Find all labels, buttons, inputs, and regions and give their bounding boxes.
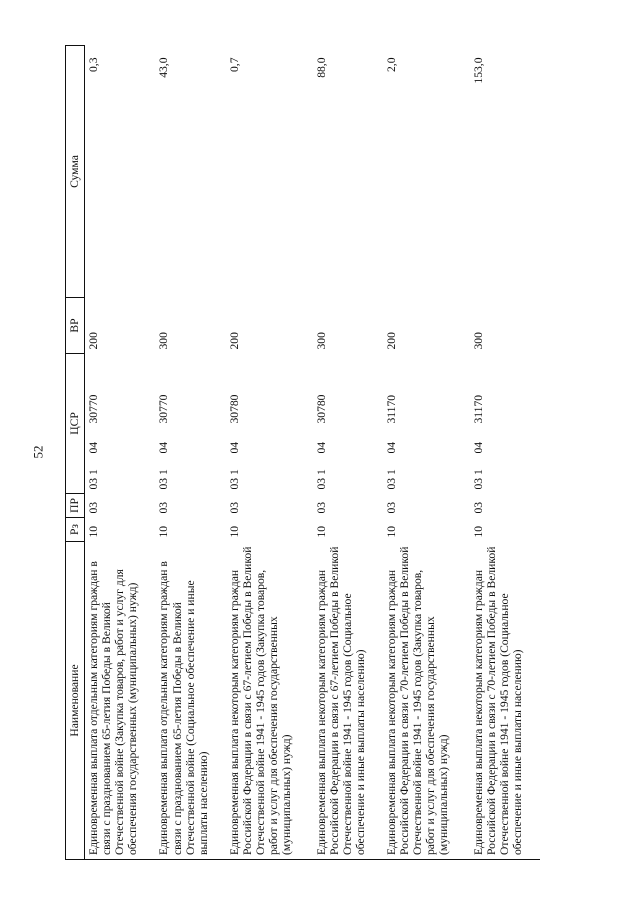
table-row bbox=[226, 46, 313, 860]
row-sum: 2,0 bbox=[384, 57, 398, 72]
table-row bbox=[313, 46, 383, 860]
rotated-budget-table bbox=[65, 46, 540, 860]
table-header-row bbox=[66, 46, 85, 860]
row-sum: 153,0 bbox=[471, 57, 485, 84]
row-pr: 03 bbox=[471, 501, 485, 514]
row-csr-subprogram: 04 bbox=[157, 441, 171, 454]
row-csr-subprogram: 04 bbox=[384, 441, 398, 454]
row-name: Единовременная выплата отдельным категориям граждан в связи с празднованием 65-летия Победы в Великой Отечественной войне (Закупка товаров, работ и услуг для обеспечения государственных (муниципальных) нужд) bbox=[85, 542, 156, 860]
row-csr-program: 03 1 bbox=[157, 469, 171, 490]
row-csr bbox=[226, 354, 313, 494]
row-csr-code: 30780 bbox=[314, 394, 328, 424]
row-pr: 03 bbox=[227, 501, 241, 514]
row-pr: 03 bbox=[87, 501, 100, 514]
budget-table bbox=[65, 45, 540, 860]
header-csr: ЦСР bbox=[66, 354, 85, 494]
header-pr: ПР bbox=[66, 494, 85, 518]
header-vr: ВР bbox=[66, 298, 85, 354]
row-name: Единовременная выплата некоторым категориям граждан Российской Федерации в связи с 67-летием Победы в Великой Отечественной войне 1941 - 1945 годов (Социальное обеспечение и иные выплаты населению) bbox=[313, 542, 383, 860]
row-csr-subprogram: 04 bbox=[87, 441, 100, 454]
header-rz: Рз bbox=[66, 518, 85, 542]
table-row bbox=[155, 46, 225, 860]
row-name: Единовременная выплата некоторым категориям граждан Российской Федерации в связи с 67-летием Победы в Великой Отечественной войне 1941 - 1945 годов (Закупка товаров, работ и услуг для обеспечения государственных (муниципальных) нужд) bbox=[226, 542, 313, 860]
row-vr: 300 bbox=[157, 332, 171, 350]
row-sum: 43,0 bbox=[157, 57, 171, 78]
row-vr: 300 bbox=[314, 332, 328, 350]
row-rz: 10 bbox=[157, 525, 171, 538]
row-csr-program: 03 1 bbox=[384, 469, 398, 490]
table-row bbox=[383, 46, 470, 860]
row-rz: 10 bbox=[87, 525, 100, 538]
row-name: Единовременная выплата некоторым категориям граждан Российской Федерации в связи с 70-летием Победы в Великой Отечественной войне 1941 - 1945 годов (Закупка товаров, работ и услуг для обеспечения государственных (муниципальных) нужд) bbox=[383, 542, 470, 860]
row-csr bbox=[155, 354, 225, 494]
header-name: Наименование bbox=[66, 542, 85, 860]
row-csr-program: 03 1 bbox=[471, 469, 485, 490]
table-row bbox=[85, 46, 156, 860]
row-rz: 10 bbox=[384, 525, 398, 538]
row-pr: 03 bbox=[157, 501, 171, 514]
page-number: 52 bbox=[30, 445, 46, 459]
row-csr-subprogram: 04 bbox=[471, 441, 485, 454]
row-csr bbox=[383, 354, 470, 494]
row-csr-program: 03 1 bbox=[314, 469, 328, 490]
row-rz: 10 bbox=[227, 525, 241, 538]
row-csr-program: 03 1 bbox=[87, 469, 100, 490]
row-csr-code: 31170 bbox=[471, 394, 485, 424]
row-sum: 88,0 bbox=[314, 57, 328, 78]
row-csr-subprogram: 04 bbox=[227, 441, 241, 454]
row-csr bbox=[313, 354, 383, 494]
row-csr-code: 31170 bbox=[384, 394, 398, 424]
row-csr-subprogram: 04 bbox=[314, 441, 328, 454]
header-sum: Сумма bbox=[66, 46, 85, 298]
row-vr: 300 bbox=[471, 332, 485, 350]
row-vr: 200 bbox=[227, 332, 241, 350]
row-rz: 10 bbox=[471, 525, 485, 538]
row-rz: 10 bbox=[314, 525, 328, 538]
row-pr: 03 bbox=[384, 501, 398, 514]
row-sum: 0,3 bbox=[87, 57, 100, 72]
row-sum: 0,7 bbox=[227, 57, 241, 72]
row-pr: 03 bbox=[314, 501, 328, 514]
row-vr: 200 bbox=[87, 332, 100, 350]
row-csr bbox=[85, 354, 156, 494]
row-name: Единовременная выплата некоторым категориям граждан Российской Федерации в связи с 70-летием Победы в Великой Отечественной войне 1941 - 1945 годов (Социальное обеспечение и иные выплаты населению) bbox=[470, 542, 540, 860]
row-vr: 200 bbox=[384, 332, 398, 350]
row-name: Единовременная выплата отдельным категориям граждан в связи с празднованием 65-летия Победы в Великой Отечественной войне (Социальное обеспечение и иные выплаты населению) bbox=[155, 542, 225, 860]
table-row bbox=[470, 46, 540, 860]
row-csr bbox=[470, 354, 540, 494]
row-csr-code: 30770 bbox=[87, 394, 100, 424]
row-csr-code: 30770 bbox=[157, 394, 171, 424]
row-csr-program: 03 1 bbox=[227, 469, 241, 490]
row-csr-code: 30780 bbox=[227, 394, 241, 424]
